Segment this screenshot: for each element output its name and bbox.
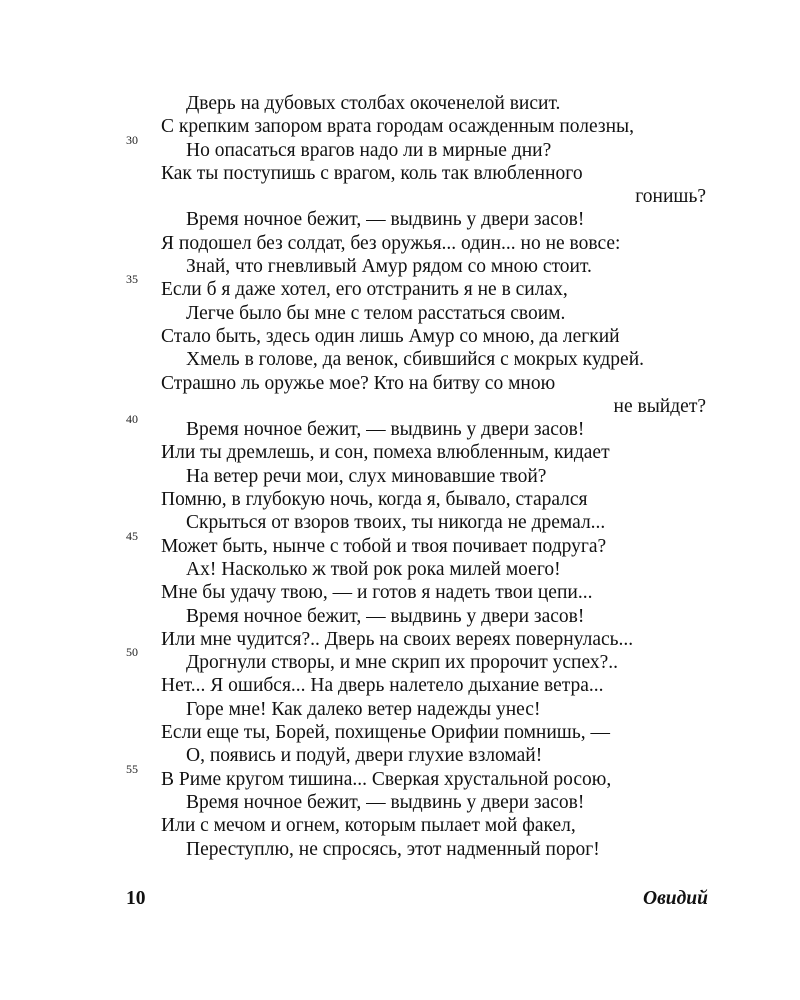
poem-line-text: Если еще ты, Борей, похищенье Орифии помнишь, —: [161, 722, 610, 744]
poem-line-text: Страшно ль оружье мое? Кто на битву со мною: [161, 372, 556, 394]
poem-text: [0, 92, 800, 861]
poem-line-text: С крепким запором врата городам осажденным полезны,: [161, 116, 635, 138]
poem-line: [0, 302, 800, 325]
line-number: 30: [126, 132, 138, 147]
poem-line-text: Стало быть, здесь один лишь Амур со мною, да легкий: [161, 325, 620, 347]
poem-line: [0, 721, 800, 744]
poem-line: [0, 581, 800, 604]
poem-line-text: Или с мечом и огнем, которым пылает мой факел,: [161, 815, 576, 837]
poem-line: [0, 674, 800, 697]
line-number: 45: [126, 528, 138, 543]
poem-line-text: Дверь на дубовых столбах окоченелой висит.: [186, 93, 561, 114]
poem-line-text: Переступлю, не спросясь, этот надменный порог!: [186, 838, 600, 860]
poem-line: [0, 412, 800, 441]
poem-line: [0, 395, 800, 418]
poem-line: [0, 132, 800, 162]
poem-line: [0, 372, 800, 395]
poem-line-text: Скрыться от взоров твоих, ты никогда не дремал...: [186, 512, 606, 534]
poem-line: [0, 488, 800, 511]
poem-line: [0, 272, 800, 301]
line-number: 35: [126, 272, 138, 287]
poem-line: [0, 255, 800, 278]
poem-line: [0, 511, 800, 534]
poem-line-text: гонишь?: [635, 186, 706, 208]
page-number: 10: [126, 888, 146, 909]
poem-line: [0, 325, 800, 348]
poem-line-text: Время ночное бежит, — выдвинь у двери засов!: [186, 605, 585, 627]
poem-line: [0, 698, 800, 721]
poem-line: [0, 208, 800, 231]
poem-line: [0, 605, 800, 628]
poem-line: [0, 628, 800, 651]
poem-line: [0, 185, 800, 208]
poem-line-text: не выйдет?: [613, 395, 706, 417]
line-number: 40: [126, 412, 138, 427]
poem-line-text: Знай, что гневливый Амур рядом со мною стоит.: [186, 256, 592, 278]
poem-line: [0, 115, 800, 138]
running-head-author: Овидий: [642, 888, 708, 909]
poem-line-text: В Риме кругом тишина... Сверкая хрустальной росою,: [161, 768, 612, 790]
poem-line-text: О, появись и подуй, двери глухие взломай!: [186, 745, 543, 767]
poem-line: [0, 465, 800, 488]
poem-line: [0, 162, 800, 185]
line-number: 55: [126, 761, 138, 776]
poem-line-text: Помню, в глубокую ночь, когда я, бывало, старался: [161, 489, 588, 511]
poem-line-text: Как ты поступишь с врагом, коль так влюбленного: [161, 162, 583, 184]
poem-line-text: Ах! Насколько ж твой рок рока милей моего!: [186, 558, 561, 580]
poem-line-text: На ветер речи мои, слух миновавшие твой?: [186, 465, 547, 487]
poem-line-text: Время ночное бежит, — выдвинь у двери засов!: [186, 791, 585, 813]
poem-line: [0, 232, 800, 255]
poem-line-text: Если б я даже хотел, его отстранить я не в силах,: [161, 279, 568, 301]
poem-line-text: Может быть, нынче с тобой и твоя почивает подруга?: [161, 535, 607, 557]
poem-line-text: Или мне чудится?.. Дверь на своих вереях повернулась...: [161, 628, 634, 650]
poem-line-text: Горе мне! Как далеко ветер надежды унес!: [186, 698, 541, 720]
poem-line-text: Дрогнули створы, и мне скрип их пророчит успех?..: [186, 652, 619, 674]
poem-line-text: Но опасаться врагов надо ли в мирные дни?: [186, 139, 552, 161]
poem-line: [0, 761, 800, 791]
poem-line: [0, 528, 800, 558]
poem-line-text: Нет... Я ошибся... На дверь налетело дыхание ветра...: [161, 675, 604, 697]
poem-line-text: Мне бы удачу твою, — и готов я надеть твои цепи...: [161, 582, 593, 604]
poem-line: [0, 838, 800, 861]
poem-line: [0, 441, 800, 464]
poem-line-text: Время ночное бежит, — выдвинь у двери засов!: [186, 419, 585, 441]
poem-line-text: Время ночное бежит, — выдвинь у двери засов!: [186, 209, 585, 231]
line-number: 50: [126, 645, 138, 660]
poem-line: [0, 814, 800, 837]
poem-line-text: Или ты дремлешь, и сон, помеха влюбленным, кидает: [161, 442, 610, 464]
poem-line-text: Легче было бы мне с телом расстаться своим.: [186, 302, 566, 324]
poem-line-text: Я подошел без солдат, без оружья... один... но не вовсе:: [161, 232, 621, 254]
poem-line: [0, 348, 800, 371]
poem-line: [0, 92, 800, 115]
poem-line: [0, 744, 800, 767]
poem-line: [0, 791, 800, 814]
poem-line: [0, 645, 800, 674]
poem-line-text: Хмель в голове, да венок, сбившийся с мокрых кудрей.: [186, 349, 645, 371]
page-footer: [126, 887, 708, 911]
poem-line: [0, 558, 800, 581]
